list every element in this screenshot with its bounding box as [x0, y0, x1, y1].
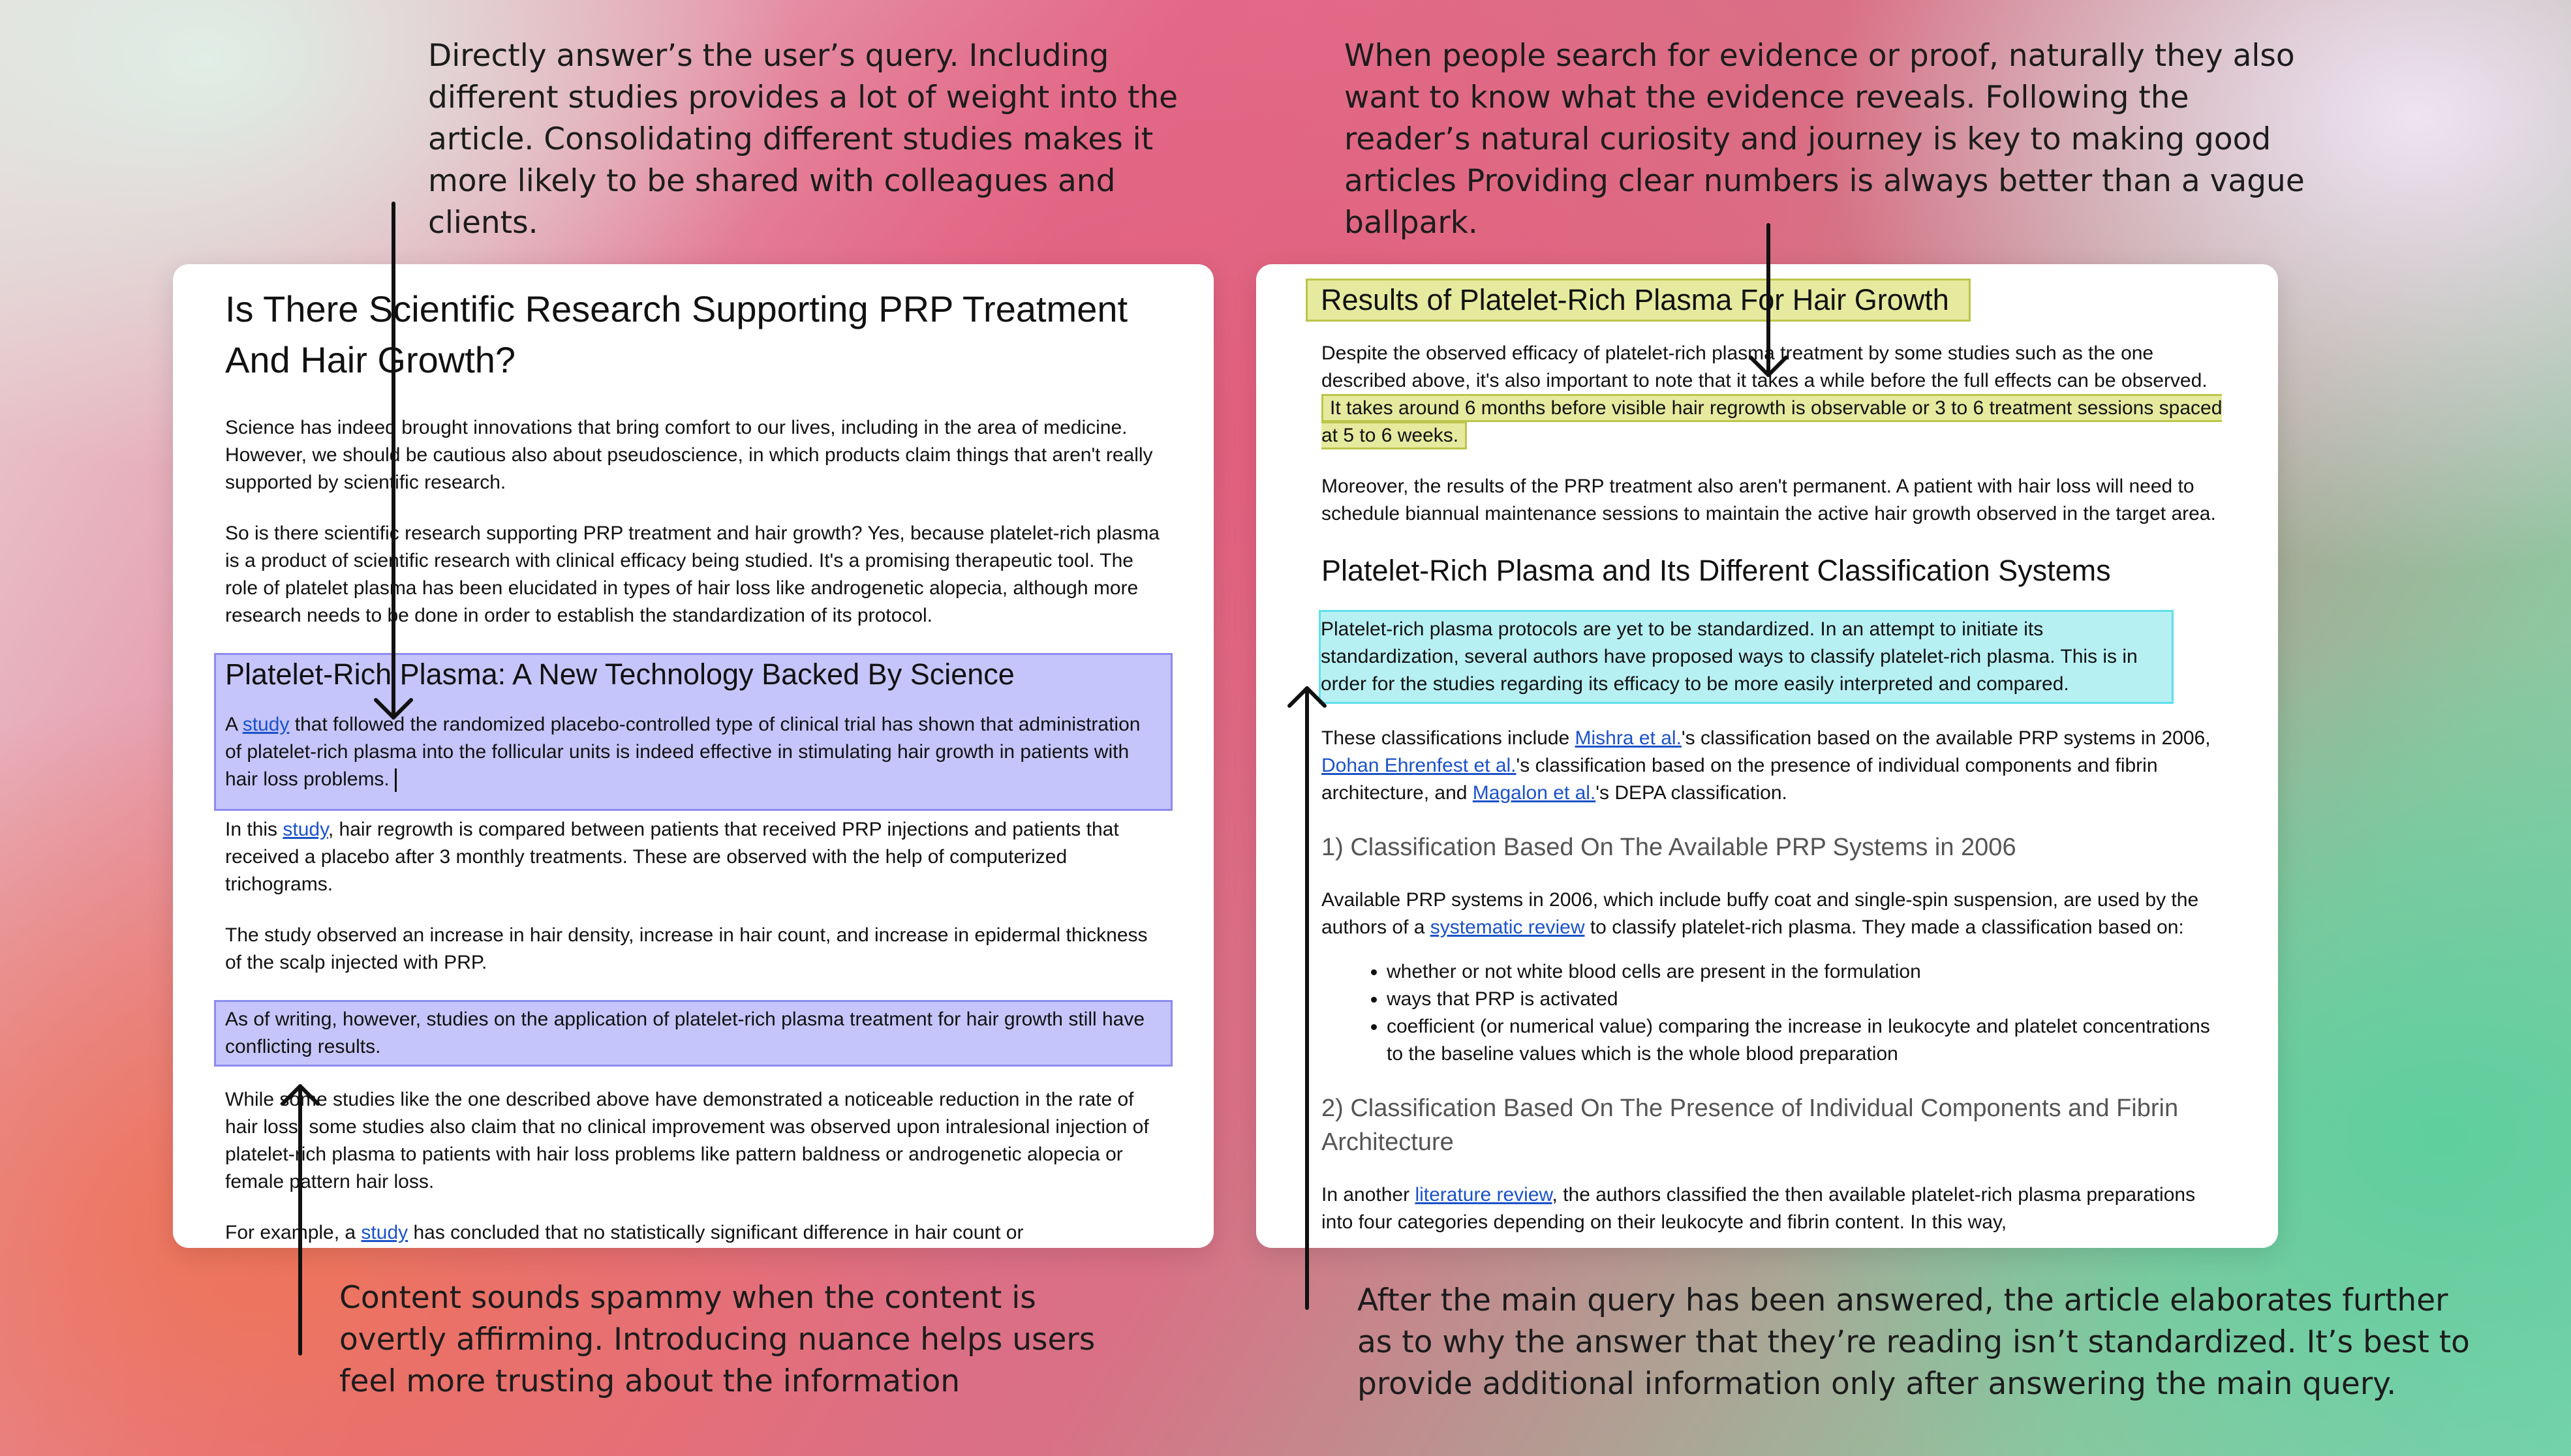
- paragraph-classifications: These classifications include Mishra et al.'s classification based on the available PRP systems in 2006, Dohan Ehrenfest et al.'s classification based on the presence of individual components and fibrin architecture, and Magalon et al.'s DEPA classification.: [1321, 727, 2211, 804]
- paragraph-despite: Despite the observed efficacy of platelet-rich plasma treatment by some studies such as the one described above, it's also important to note that it takes a while before the full effects can be observed. It takes around 6 months before visible hair regrowth is observable or 3 to 6 treatment sessions spaced at 5 to 6 weeks.: [1321, 340, 2226, 449]
- paragraph-conflicting: As of writing, however, studies on the application of platelet-rich plasma treatment for hair growth still have conflicting results.: [225, 1009, 1145, 1057]
- subheading-classification-1: 1) Classification Based On The Available PRP Systems in 2006: [1321, 834, 2016, 861]
- paragraph-research: So is there scientific research supporting PRP treatment and hair growth? Yes, because platelet-rich plasma is a product of scientific research with clinical efficacy being studied. It's a promising therapeutic tool. The role of platelet plasma has been elucidated in types of hair loss like androgenetic alopecia, although more research needs to be done in order to establish the standardization of its protocol.: [225, 523, 1160, 626]
- paragraph-regrowth: In this study, hair regrowth is compared between patients that received PRP injections and patients that received a placebo after 3 monthly treatments. These are observed with the help of computerized trichograms.: [225, 819, 1119, 895]
- list-item: • whether or not white blood cells are present in the formulation: [1387, 958, 2226, 986]
- dohan-ehrenfest-link[interactable]: Dohan Ehrenfest et al.: [1321, 755, 1516, 776]
- paragraph-observed: The study observed an increase in hair density, increase in hair count, and increase in epidermal thickness of the scalp injected with PRP.: [225, 924, 1148, 973]
- study-link-2[interactable]: study: [283, 819, 328, 840]
- paragraph-moreover: Moreover, the results of the PRP treatment also aren't permanent. A patient with hair loss will need to schedule biannual maintenance sessions to maintain the active hair growth observed in the target area.: [1321, 476, 2216, 524]
- article-title: Is There Scientific Research Supporting PRP Treatment And Hair Growth?: [225, 288, 1128, 380]
- subheading-classification-2: 2) Classification Based On The Presence of Individual Components and Fibrin Architecture: [1321, 1095, 2179, 1156]
- paragraph-protocols: Platelet-rich plasma protocols are yet to be standardized. In an attempt to initiate its standardization, several authors have proposed ways to classify platelet-rich plasma. This is in order for the studies regarding its efficacy to be more easily interpreted and compared.: [1321, 618, 2138, 695]
- section-heading-results: Results of Platelet-Rich Plasma For Hair Growth: [1306, 279, 1971, 322]
- study-link-3[interactable]: study: [361, 1222, 408, 1243]
- mishra-link[interactable]: Mishra et al.: [1575, 727, 1682, 749]
- highlight-results-numbers: It takes around 6 months before visible hair regrowth is observable or 3 to 6 treatment sessions spaced at 5 to 6 weeks.: [1321, 394, 2222, 449]
- annotation-bottom-left: Content sounds spammy when the content is overtly affirming. Introducing nuance helps users feel more trusting about the information: [339, 1280, 1096, 1399]
- paragraph-while: While some studies like the one described above have demonstrated a noticeable reduction in the rate of hair loss, some studies also claim that no clinical improvement was observed upon intralesional injection of platelet-rich plasma to patients with hair loss problems like pattern baldness or androgenetic alopecia or female pattern hair loss.: [225, 1089, 1149, 1192]
- annotation-top-right: When people search for evidence or proof, naturally they also want to know what the evidence reveals. Following the reader’s natural curiosity and journey is key to making good articles Providing clear numbers is always better than a vague ballpark.: [1344, 38, 2305, 241]
- list-item: • coefficient (or numerical value) comparing the increase in leukocyte and platelet concentrations to the baseline values which is the whole blood preparation: [1387, 1013, 2226, 1068]
- literature-review-link[interactable]: literature review: [1415, 1184, 1552, 1206]
- paragraph-available-systems: Available PRP systems in 2006, which include buffy coat and single-spin suspension, are used by the authors of a systematic review to classify platelet-rich plasma. They made a classification based on:: [1321, 889, 2199, 938]
- section-heading-technology: Platelet-Rich Plasma: A New Technology Backed By Science: [225, 658, 1015, 691]
- study-link[interactable]: study: [242, 714, 290, 735]
- systematic-review-link[interactable]: systematic review: [1430, 917, 1585, 938]
- magalon-link[interactable]: Magalon et al.: [1472, 782, 1596, 804]
- section-heading-classification: Platelet-Rich Plasma and Its Different Classification Systems: [1321, 554, 2111, 587]
- paragraph-literature-review: In another literature review, the authors classified the then available platelet-rich plasma preparations into four categories depending on their leukocyte and fibrin content. In this way,: [1321, 1184, 2196, 1233]
- paragraph-intro: Science has indeed brought innovations that bring comfort to our lives, including in the area of medicine. However, we should be cautious also about pseudoscience, in which products claim things that aren't really supported by scientific research.: [225, 417, 1153, 493]
- annotation-top-left: Directly answer’s the user’s query. Including different studies provides a lot of weight into the article. Consolidating different studies makes it more likely to be shared with colleagues and clients.: [428, 38, 1178, 241]
- paragraph-example: For example, a study has concluded that no statistically significant difference in hair count or: [225, 1222, 1024, 1243]
- list-item: • ways that PRP is activated: [1387, 986, 2226, 1013]
- annotation-bottom-right: After the main query has been answered, the article elaborates further as to why the answer that they’re reading isn’t standardized. It’s best to provide additional information only after answering the main query.: [1357, 1282, 2470, 1402]
- paragraph-study: A study that followed the randomized placebo-controlled type of clinical trial has shown that administration of platelet-rich plasma into the follicular units is indeed effective in stimulating hair growth in patients with hair loss problems.: [225, 711, 1162, 793]
